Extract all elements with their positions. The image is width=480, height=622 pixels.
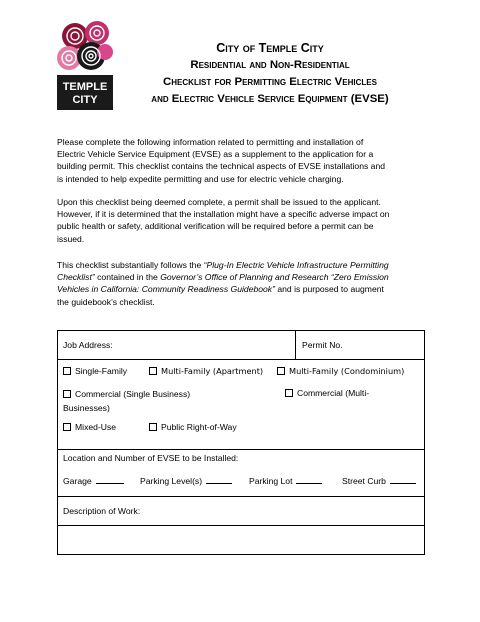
location-label: Location and Number of EVSE to be Installed: — [63, 453, 239, 463]
option-label: Multi-Family (Apartment) — [161, 366, 264, 376]
document-title — [120, 40, 420, 108]
option-label: Public Right-of-Way — [161, 422, 237, 432]
checkbox[interactable] — [149, 367, 157, 375]
text-line: Electric Vehicle Service Equipment (EVSE) as a supplement to the application for a — [57, 149, 374, 160]
description-input-area[interactable] — [58, 526, 424, 554]
title-line-city: City of Temple City — [216, 41, 324, 55]
permit-no-field[interactable]: Permit No. — [302, 340, 343, 350]
job-address-field[interactable]: Job Address: — [63, 340, 113, 350]
field-label: Street Curb — [342, 476, 386, 486]
text-line: issued. — [57, 233, 85, 244]
blank-line[interactable] — [296, 483, 322, 484]
checkbox[interactable] — [277, 367, 285, 375]
reference-paragraph — [57, 259, 427, 308]
commercial-multi-option[interactable] — [285, 388, 369, 398]
address-row — [58, 331, 424, 360]
public-right-of-way-option[interactable] — [149, 422, 237, 432]
checkbox[interactable] — [285, 389, 293, 397]
mixed-use-option[interactable] — [63, 422, 116, 432]
temple-city-logo — [57, 20, 113, 110]
location-row — [58, 450, 424, 497]
text-span: contained in the — [94, 272, 161, 283]
italic-title: Checklist” — [57, 272, 95, 283]
blank-line[interactable] — [206, 483, 232, 484]
svg-text:CITY: CITY — [72, 94, 98, 106]
text-span: and is purposed to augment — [274, 284, 384, 295]
text-line: Please complete the following information related to permitting and installation of — [57, 137, 364, 147]
approval-paragraph — [57, 196, 427, 245]
column-divider — [295, 331, 296, 359]
field-label: Garage — [63, 476, 92, 486]
field-label: Parking Lot — [249, 476, 293, 486]
checkbox[interactable] — [63, 423, 71, 431]
title-line-checklist: Checklist for Permitting Electric Vehicles — [163, 76, 377, 88]
text-line — [57, 283, 427, 295]
description-label-row — [58, 497, 424, 526]
italic-title: “Plug-In Electric Vehicle Infrastructure Permitting — [203, 260, 389, 270]
option-label: Commercial (Multi- — [297, 388, 370, 398]
commercial-single-option[interactable] — [63, 389, 190, 399]
text-line: However, if it is determined that the installation might have a specific adverse impact on — [57, 209, 390, 220]
multi-family-condo-option[interactable] — [277, 366, 404, 376]
italic-title: Governor’s Office of Planning and Research “Zero Emission — [160, 272, 389, 283]
title-line-residential: Residential and Non-Residential — [190, 59, 350, 71]
checkbox[interactable] — [149, 423, 157, 431]
checkbox[interactable] — [63, 367, 71, 375]
field-label: Parking Level(s) — [140, 476, 203, 486]
single-family-option[interactable] — [63, 366, 127, 376]
blank-line[interactable] — [96, 483, 124, 484]
multi-family-apartment-option[interactable] — [149, 366, 263, 376]
option-label: Multi-Family (Condominium) — [289, 366, 405, 376]
checkbox[interactable] — [63, 390, 71, 398]
text-span: This checklist substantially follows the — [57, 260, 204, 270]
street-curb-field[interactable] — [342, 476, 416, 486]
blank-line[interactable] — [390, 483, 416, 484]
garage-field[interactable] — [63, 476, 124, 486]
text-line: is intended to help expedite permitting and use for electric vehicle charging. — [57, 173, 344, 184]
intro-paragraph — [57, 136, 427, 185]
permit-form — [57, 330, 425, 555]
commercial-multi-label-cont: Businesses) — [63, 403, 110, 413]
description-label: Description of Work: — [63, 506, 141, 516]
option-label: Mixed-Use — [75, 422, 117, 432]
text-line: the guidebook’s checklist. — [57, 296, 155, 307]
text-line: Upon this checklist being deemed complete, a permit shall be issued to the applicant. — [57, 197, 381, 207]
text-line — [57, 271, 427, 283]
title-line-evse: and Electric Vehicle Service Equipment (EVSE) — [151, 93, 389, 105]
text-line — [57, 259, 427, 271]
svg-text:TEMPLE: TEMPLE — [62, 81, 108, 93]
parking-levels-field[interactable] — [140, 476, 232, 486]
property-type-row — [58, 360, 424, 450]
text-line: public health or safety, additional verification will be required before a permit can be — [57, 221, 374, 232]
italic-title: Vehicles in California: Community Readiness Guidebook” — [57, 284, 275, 295]
text-line: building permit. This checklist contains the technical aspects of EVSE installations and — [57, 161, 386, 172]
option-label: Commercial (Single Business) — [75, 389, 191, 399]
parking-lot-field[interactable] — [249, 476, 322, 486]
option-label: Single-Family — [75, 366, 128, 376]
